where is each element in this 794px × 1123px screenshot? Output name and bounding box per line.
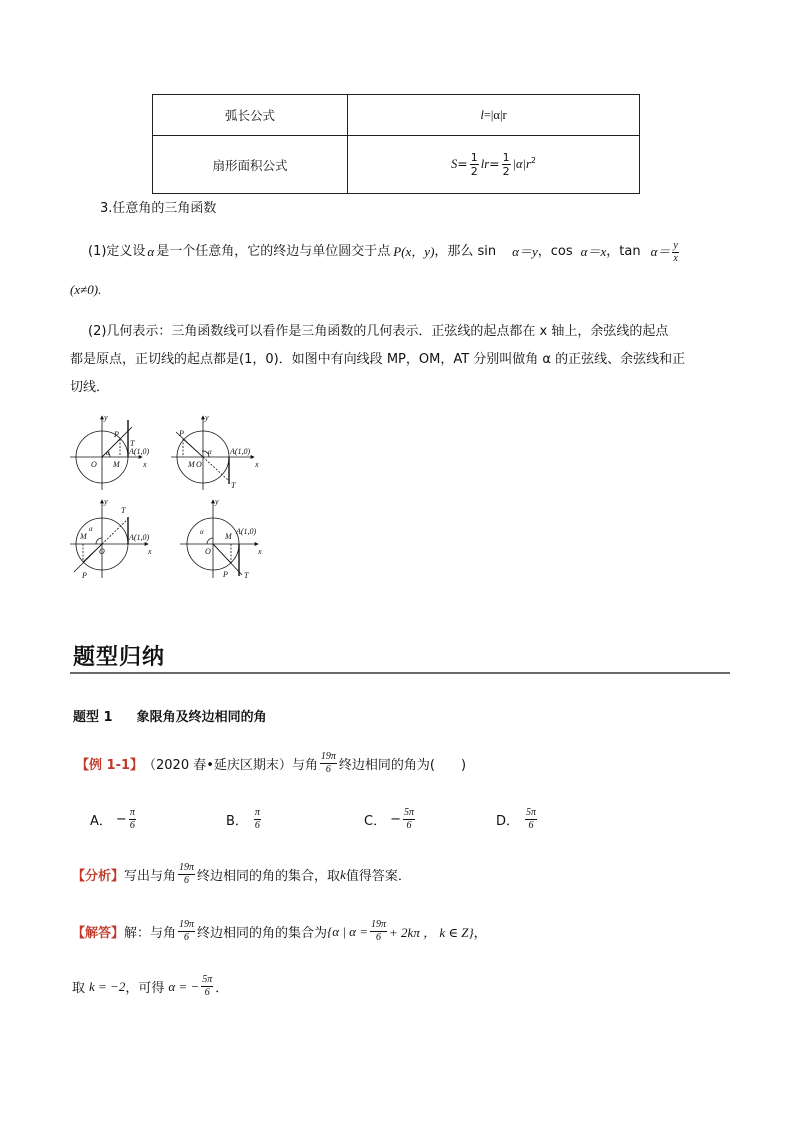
svg-text:T: T [121,506,126,515]
svg-text:T: T [244,571,249,580]
svg-text:O: O [99,547,105,556]
formula-table [152,94,640,194]
svg-text:M: M [80,532,87,541]
svg-text:A(1,0): A(1,0) [129,533,150,542]
table-cell-name: 扇形面积公式 [153,136,348,194]
geometric-line-2: 都是原点，正切线的起点都是(1，0)．如图中有向线段 MP，OM，AT 分别叫做角 α 的正弦线、余弦线和正 [70,352,686,367]
svg-text:A(1,0): A(1,0) [129,447,150,456]
svg-text:x: x [258,547,262,556]
diagram-second-quadrant [171,413,259,490]
option-b: B． $\frac{\pi}{6}$ [226,807,260,831]
geometric-line-1: (2)几何表示：三角函数线可以看作是三角函数的几何表示．正弦线的起点都在 x 轴上，余弦线的起点 [88,324,669,339]
table-row [153,95,640,136]
diagram-third-quadrant [70,497,152,580]
solution-line-1: 【解答】 解：与角 $\frac{19\pi}{6}$ 终边相同的角的集合为 {α | α = $\frac{19\pi}{6}$ + 2kπ ， k ∈ Z} ， [72,919,487,943]
svg-text:α: α [89,525,93,533]
section-divider [70,672,730,674]
option-c: C． − $\frac{5\pi}{6}$ [364,807,414,831]
svg-text:x: x [148,547,152,556]
svg-text:y: y [215,497,219,506]
svg-text:x: x [143,460,147,469]
definition-condition: (x≠0). [70,282,102,297]
svg-text:α: α [106,449,110,457]
option-a: A． − $\frac{\pi}{6}$ [90,807,135,831]
svg-text:M: M [113,460,120,469]
definition-paragraph: (1)定义设 α 是一个任意角，它的终边与单位圆交于点 P(x，y) ，那么 sin α＝y ，cos α＝x ，tan α＝ $\frac{y}{x}$ [88,239,678,264]
svg-text:O: O [91,460,97,469]
example-1-1: 【例 1-1】 （2020 春•延庆区期末）与角 $\frac{19\pi}{6}$ 终边相同的角为( ) [76,751,467,775]
svg-text:y: y [104,497,108,506]
svg-text:α: α [200,528,204,536]
diagram-fourth-quadrant [180,497,262,580]
svg-text:T: T [130,439,135,448]
svg-text:x: x [255,460,259,469]
section-3-heading: 3.任意角的三角函数 [100,201,217,216]
svg-text:y: y [205,413,209,422]
svg-text:y: y [104,413,108,422]
svg-text:O: O [205,547,211,556]
geometric-line-3: 切线． [70,380,110,395]
svg-text:P: P [82,571,87,580]
solution-line-2: 取 k = −2 ，可得 α = − $\frac{5\pi}{6}$ ． [72,974,229,998]
table-cell-formula: S= $\frac{1}{2}$ lr= $\frac{1}{2}$ $|\alpha|r^2$ [348,136,640,194]
option-d: D． $\frac{5\pi}{6}$ [496,807,537,831]
svg-text:P: P [114,430,119,439]
table-cell-formula: l=|α|r [348,95,640,136]
diagram-first-quadrant [70,413,150,490]
svg-text:M: M [188,460,195,469]
svg-text:O: O [196,460,202,469]
svg-text:A(1,0): A(1,0) [230,447,251,456]
table-cell-name: 弧长公式 [153,95,348,136]
analysis-line: 【分析】 写出与角 $\frac{19\pi}{6}$ 终边相同的角的集合，取 k 值得答案． [72,862,411,886]
svg-text:P: P [179,429,184,438]
svg-text:α: α [208,448,212,456]
type-1-heading: 题型 1 象限角及终边相同的角 [73,710,267,725]
svg-text:P: P [223,570,228,579]
svg-text:M: M [225,532,232,541]
section-title: 题型归纳 [73,645,166,670]
table-row [153,136,640,194]
svg-text:T: T [231,481,236,490]
svg-text:A(1,0): A(1,0) [236,527,257,536]
unit-circle-diagrams [66,412,266,582]
